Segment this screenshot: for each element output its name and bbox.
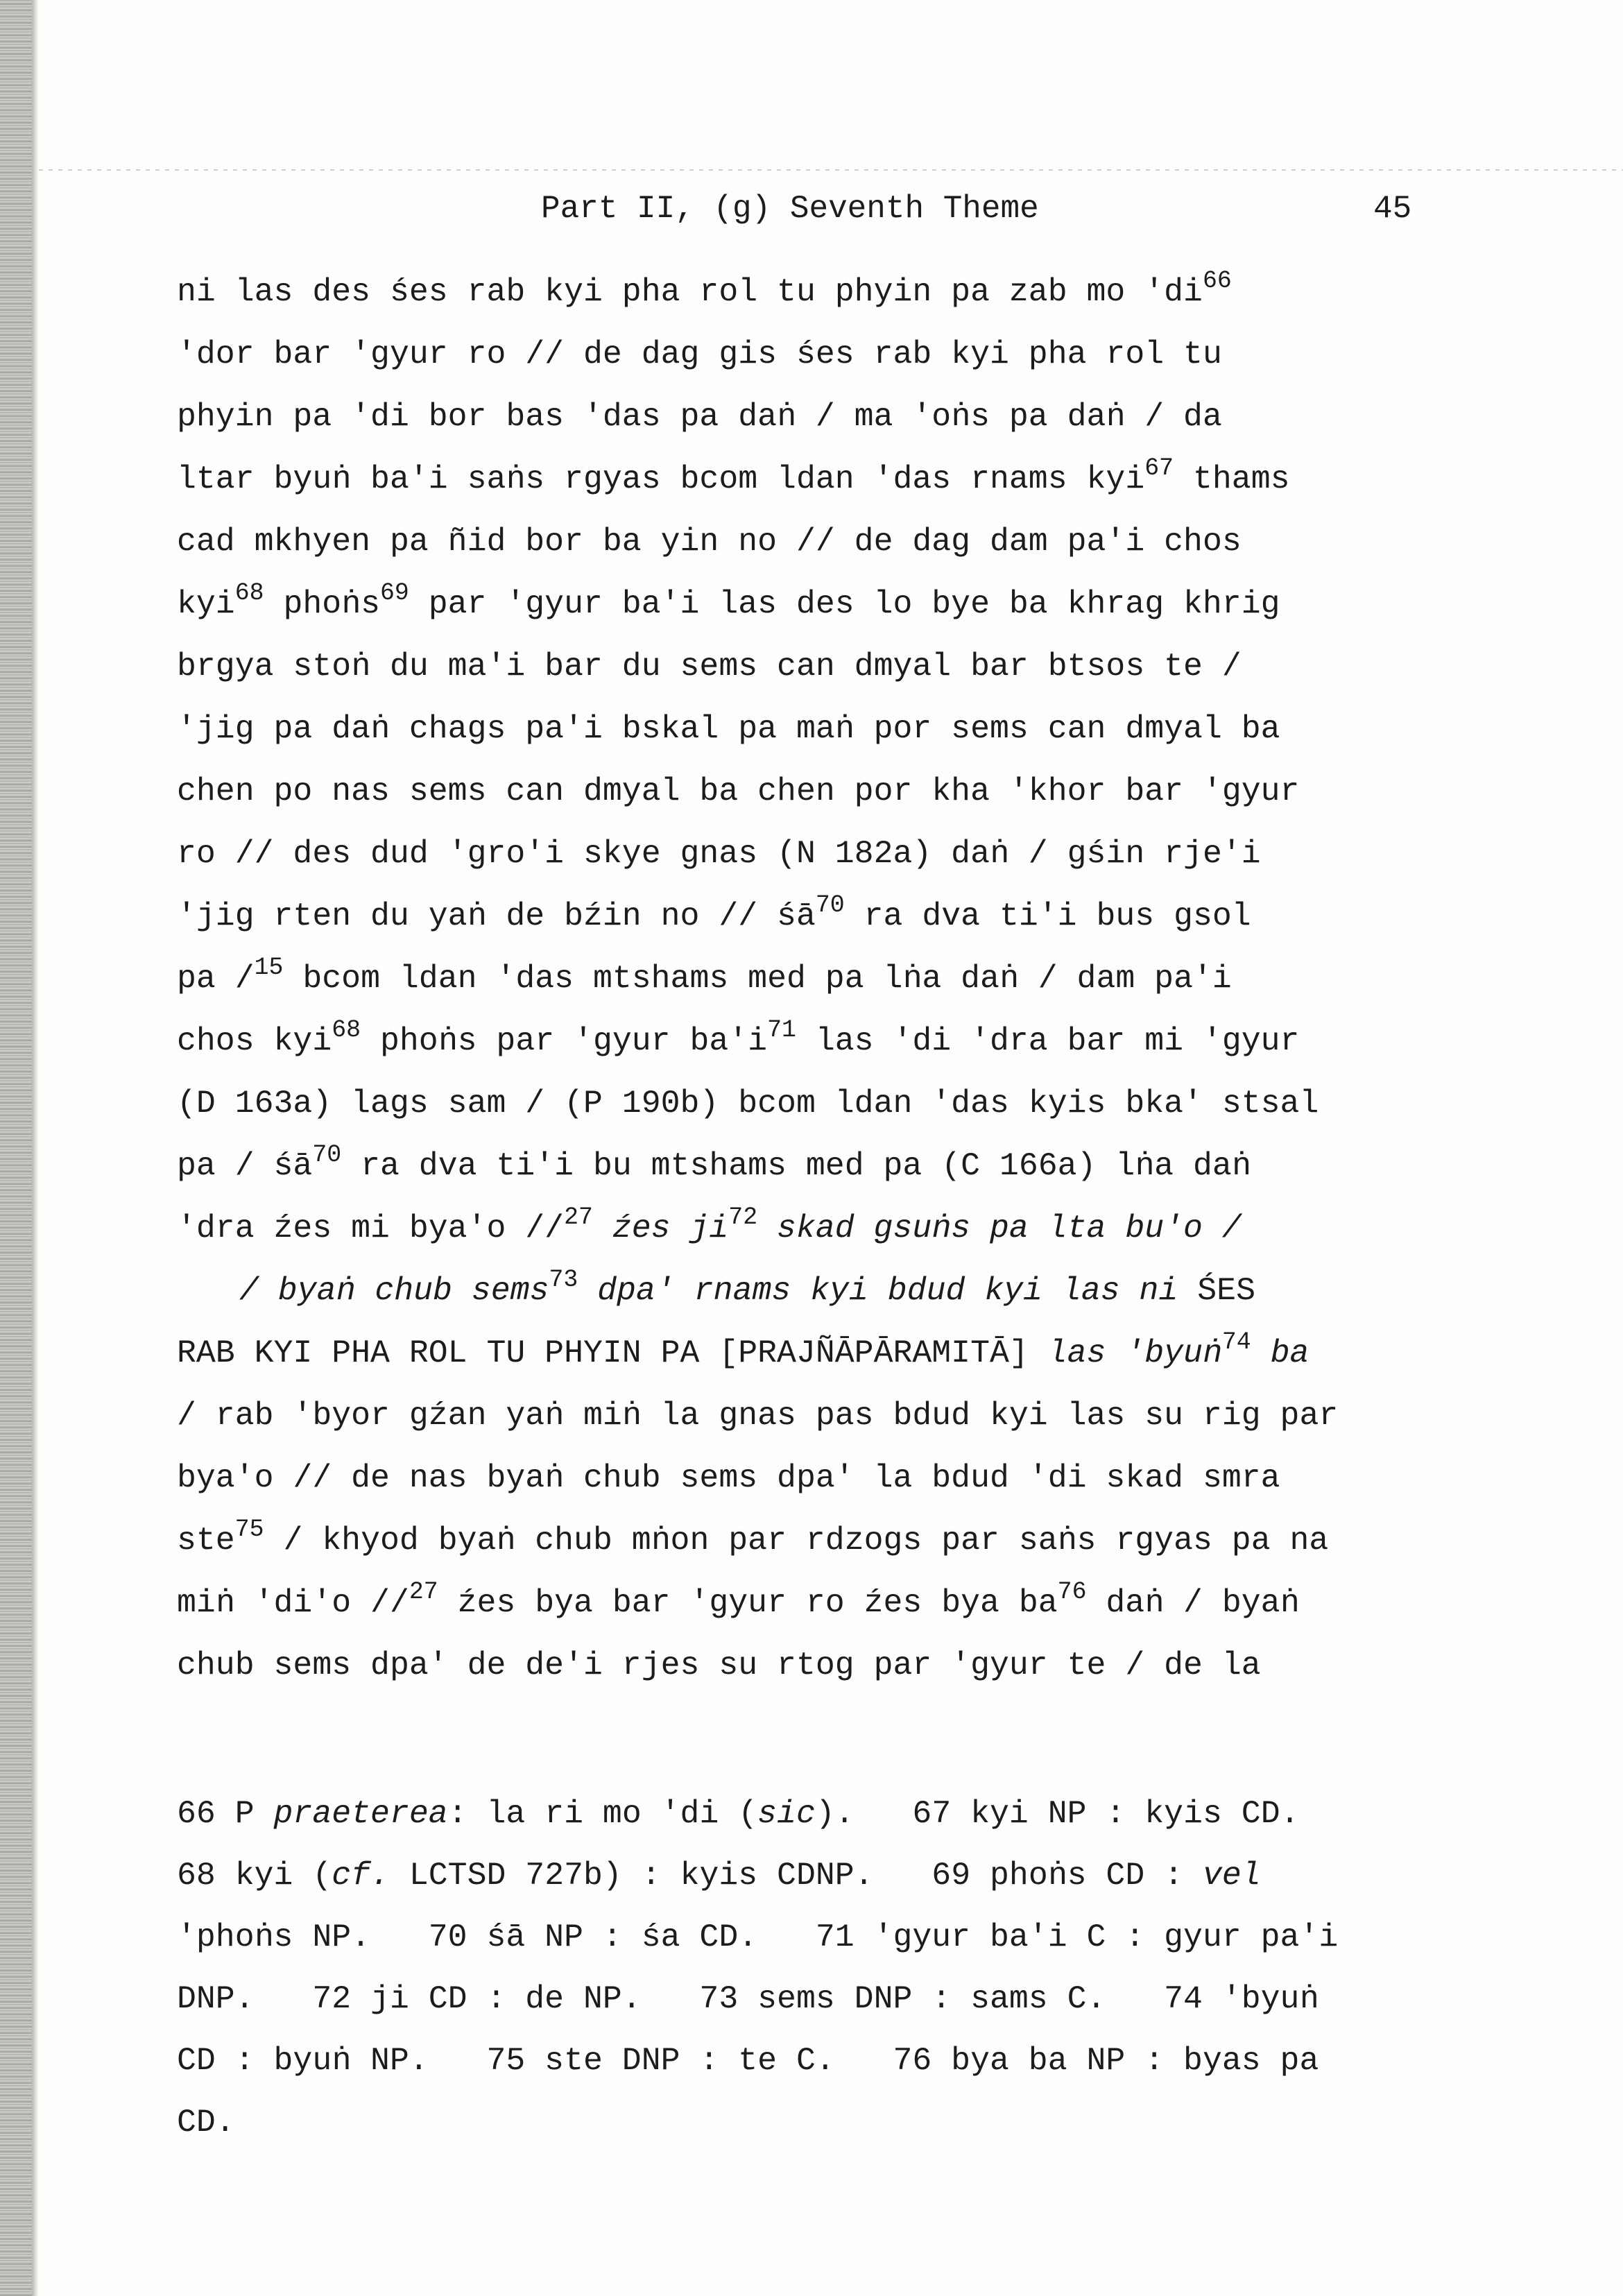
- text-run: 'phoṅs NP. 70 śā NP : śa CD. 71 'gyur ba'i C : gyur pa'i: [177, 1919, 1339, 1955]
- footnote-line: [177, 1906, 1495, 1968]
- text-run: chos kyi: [177, 1022, 332, 1059]
- text-line: [177, 1572, 1481, 1634]
- text-run: [757, 1210, 777, 1246]
- footnote-ref: 75: [234, 1516, 264, 1543]
- text-line: [177, 448, 1481, 511]
- text-line: [177, 1197, 1481, 1260]
- text-run: phoṅs: [264, 585, 380, 622]
- text-run: źes bya bar 'gyur ro źes bya ba: [438, 1584, 1058, 1621]
- italic-text: / byaṅ chub sems: [239, 1272, 549, 1309]
- italic-text: dpa' rnams kyi bdud kyi las ni: [597, 1272, 1178, 1309]
- footnote-ref: 68: [234, 579, 264, 607]
- footnotes: [177, 1783, 1495, 2153]
- text-line: [177, 261, 1481, 323]
- text-run: / khyod byaṅ chub mṅon par rdzogs par saṅs rgyas pa na: [264, 1522, 1329, 1559]
- running-title: Part II, (g) Seventh Theme: [541, 191, 1039, 227]
- text-run: thams: [1174, 461, 1290, 497]
- text-run: phyin pa 'di bor bas 'das pa daṅ / ma 'oṅs pa daṅ / da: [177, 398, 1222, 435]
- text-run: 68 kyi (: [177, 1857, 332, 1894]
- text-run: / rab 'byor gźan yaṅ miṅ la gnas pas bdud kyi las su rig par: [177, 1397, 1339, 1434]
- text-run: bcom ldan 'das mtshams med pa lṅa daṅ / dam pa'i: [283, 960, 1232, 997]
- text-run: pa /: [177, 960, 255, 997]
- text-run: kyi: [177, 585, 235, 622]
- text-run: ste: [177, 1522, 235, 1559]
- binding-shadow: [0, 0, 32, 2296]
- text-run: cad mkhyen pa ñid bor ba yin no // de dag dam pa'i chos: [177, 523, 1242, 560]
- text-run: RAB KYI PHA ROL TU PHYIN PA [PRAJÑĀPĀRAMITĀ]: [177, 1335, 1048, 1371]
- text-run: 'jig rten du yaṅ de bźin no // śā: [177, 898, 816, 934]
- text-line: [177, 635, 1481, 698]
- footnote-ref: 73: [549, 1266, 578, 1294]
- footnote-ref: 66: [1202, 267, 1232, 295]
- text-line: [177, 1260, 1481, 1322]
- footnote-ref: 72: [728, 1203, 758, 1231]
- text-run: DNP. 72 ji CD : de NP. 73 sems DNP : sams C. 74 'byuṅ: [177, 1980, 1319, 2017]
- text-line: [177, 948, 1481, 1010]
- text-run: brgya stoṅ du ma'i bar du sems can dmyal bar btsos te /: [177, 648, 1242, 685]
- text-run: par 'gyur ba'i las des lo bye ba khrag khrig: [409, 585, 1280, 622]
- text-run: [578, 1272, 597, 1309]
- text-run: daṅ / byaṅ: [1086, 1584, 1300, 1621]
- text-line: [177, 885, 1481, 948]
- text-run: 66 P: [177, 1795, 274, 1832]
- text-run: pa / śā: [177, 1147, 313, 1184]
- text-line: [177, 1447, 1481, 1509]
- text-run: 'dor bar 'gyur ro // de dag gis śes rab kyi pha rol tu: [177, 336, 1222, 372]
- text-run: bya'o // de nas byaṅ chub sems dpa' la bdud 'di skad smra: [177, 1459, 1280, 1496]
- footnote-ref: 71: [767, 1016, 796, 1044]
- text-run: LCTSD 727b) : kyis CDNP. 69 phoṅs CD :: [389, 1857, 1203, 1894]
- italic-text: praeterea: [273, 1795, 448, 1832]
- italic-text: skad gsuṅs pa lta bu'o /: [777, 1210, 1242, 1246]
- footnote-ref: 68: [332, 1016, 361, 1044]
- page-number: 45: [1373, 191, 1412, 227]
- footnote-ref: 76: [1057, 1578, 1087, 1606]
- italic-text: źes ji: [612, 1210, 729, 1246]
- footnote-line: [177, 1844, 1495, 1906]
- text-run: ra dva ti'i bus gsol: [844, 898, 1251, 934]
- footnote-line: [177, 2030, 1495, 2091]
- text-line: [177, 698, 1481, 760]
- text-run: ro // des dud 'gro'i skye gnas (N 182a) daṅ / gśin rje'i: [177, 835, 1261, 872]
- text-run: CD : byuṅ NP. 75 ste DNP : te C. 76 bya ba NP : byas pa: [177, 2042, 1319, 2079]
- binding-edge: [32, 0, 39, 2296]
- footnote-ref: 70: [312, 1141, 342, 1169]
- text-run: CD.: [177, 2104, 235, 2141]
- footnote-line: [177, 2091, 1495, 2153]
- text-run: (D 163a) lags sam / (P 190b) bcom ldan 'das kyis bka' stsal: [177, 1085, 1319, 1122]
- text-run: 'dra źes mi bya'o //: [177, 1210, 565, 1246]
- text-line: [177, 760, 1481, 823]
- text-run: [1251, 1335, 1271, 1371]
- footnote-ref: 67: [1144, 454, 1174, 482]
- text-run: ). 67 kyi NP : kyis CD.: [815, 1795, 1300, 1832]
- italic-text: sic: [757, 1795, 816, 1832]
- text-run: : la ri mo 'di (: [447, 1795, 758, 1832]
- italic-text: cf.: [332, 1857, 390, 1894]
- text-line: [177, 573, 1481, 635]
- scan-artifact-line: [39, 169, 1623, 171]
- text-line: [177, 1509, 1481, 1572]
- text-run: ltar byuṅ ba'i saṅs rgyas bcom ldan 'das rnams kyi: [177, 461, 1145, 497]
- text-run: ŚES: [1178, 1272, 1255, 1309]
- text-line: [177, 1072, 1481, 1135]
- main-text: [177, 261, 1481, 1697]
- text-line: [177, 511, 1481, 573]
- text-line: [177, 1135, 1481, 1197]
- text-line: [177, 386, 1481, 448]
- text-run: ni las des śes rab kyi pha rol tu phyin pa zab mo 'di: [177, 273, 1203, 310]
- italic-text: las 'byuṅ: [1047, 1335, 1222, 1371]
- footnote-ref: 74: [1221, 1328, 1251, 1356]
- text-line: [177, 1634, 1481, 1697]
- text-run: chub sems dpa' de de'i rjes su rtog par 'gyur te / de la: [177, 1647, 1261, 1684]
- footnote-line: [177, 1968, 1495, 2030]
- text-run: chen po nas sems can dmyal ba chen por kha 'khor bar 'gyur: [177, 773, 1300, 809]
- text-line: [177, 1385, 1481, 1447]
- text-run: [593, 1210, 612, 1246]
- text-line: [177, 323, 1481, 386]
- italic-text: ba: [1270, 1335, 1309, 1371]
- footnote-ref: 70: [815, 891, 845, 919]
- text-line: [177, 1322, 1481, 1385]
- running-header: [0, 185, 1623, 233]
- text-run: las 'di 'dra bar mi 'gyur: [796, 1022, 1300, 1059]
- italic-text: vel: [1202, 1857, 1261, 1894]
- text-run: phoṅs par 'gyur ba'i: [361, 1022, 768, 1059]
- text-run: miṅ 'di'o //: [177, 1584, 409, 1621]
- footnote-ref: 69: [380, 579, 409, 607]
- text-run: ra dva ti'i bu mtshams med pa (C 166a) lṅa daṅ: [341, 1147, 1251, 1184]
- text-run: 'jig pa daṅ chags pa'i bskal pa maṅ por sems can dmyal ba: [177, 710, 1280, 747]
- footnote-line: [177, 1783, 1495, 1844]
- text-line: [177, 823, 1481, 885]
- footnote-ref: 27: [409, 1578, 438, 1606]
- footnote-ref: 27: [564, 1203, 593, 1231]
- text-line: [177, 1010, 1481, 1072]
- footnote-ref: 15: [254, 954, 284, 982]
